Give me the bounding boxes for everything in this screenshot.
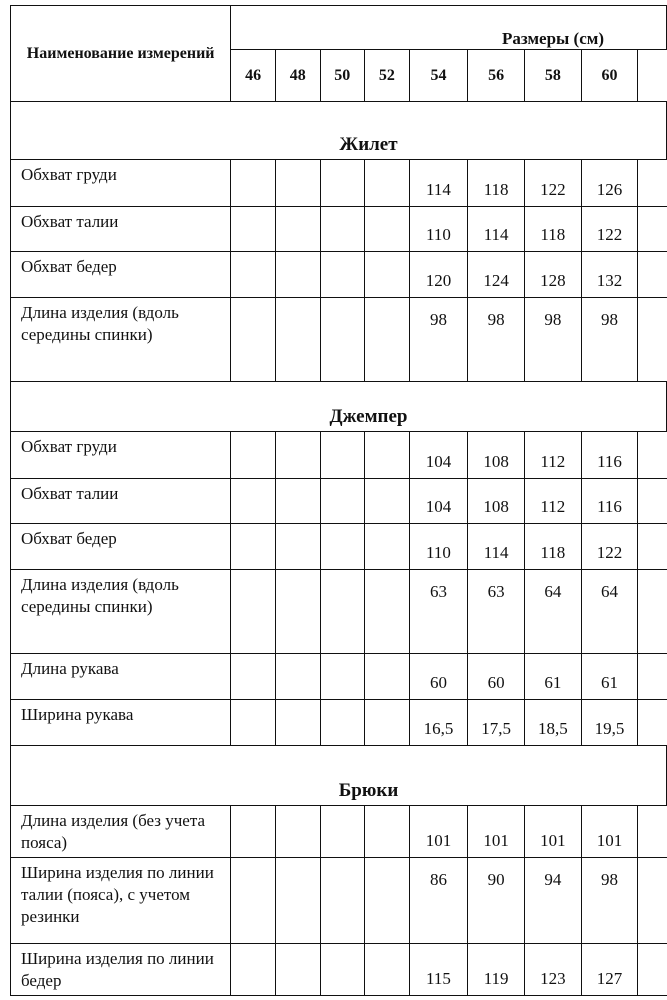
- measurement-value-extra: [638, 432, 667, 479]
- size-extra: [638, 50, 667, 102]
- measurement-label: Ширина изделия по линии талии (пояса), с учетом резинки: [11, 858, 231, 944]
- measurement-value: 110: [409, 207, 468, 252]
- measurement-value: 98: [409, 298, 468, 382]
- table-row: [11, 432, 667, 479]
- measurement-value: 114: [468, 524, 525, 570]
- section-row: [11, 746, 667, 806]
- measurement-value: [275, 524, 320, 570]
- table-row: [11, 858, 667, 944]
- measurement-value: 115: [409, 944, 468, 996]
- measurement-value: [365, 700, 410, 746]
- measurement-value: [275, 298, 320, 382]
- measurement-value-extra: [638, 160, 667, 207]
- section-title-text: Жилет: [339, 134, 398, 155]
- measurement-value: 64: [524, 570, 581, 654]
- measurement-value: [320, 252, 365, 298]
- measurement-value: [365, 252, 410, 298]
- measurement-value: [365, 858, 410, 944]
- measurement-value: 98: [468, 298, 525, 382]
- section-title-text: Брюки: [338, 780, 399, 801]
- measurement-value: [231, 298, 276, 382]
- measurement-value: 104: [409, 432, 468, 479]
- measurement-value: 94: [524, 858, 581, 944]
- measurement-value-extra: [638, 858, 667, 944]
- size-chart-body: [11, 6, 667, 996]
- measurement-value: 16,5: [409, 700, 468, 746]
- measurement-value: 101: [524, 806, 581, 858]
- measurement-value: [231, 806, 276, 858]
- measurement-value: [320, 207, 365, 252]
- measurement-label: Длина рукава: [11, 654, 231, 700]
- size-60: 60: [581, 50, 638, 102]
- measurement-value: [231, 479, 276, 524]
- table-row: [11, 252, 667, 298]
- measurement-value: [320, 160, 365, 207]
- measurement-value-extra: [638, 479, 667, 524]
- size-chart-table: [10, 5, 667, 996]
- size-46: 46: [231, 50, 276, 102]
- measurement-value: 61: [581, 654, 638, 700]
- measurement-label: Обхват талии: [11, 479, 231, 524]
- measurement-value: [365, 479, 410, 524]
- measurement-value: 18,5: [524, 700, 581, 746]
- size-56: 56: [468, 50, 525, 102]
- measurement-value: [275, 654, 320, 700]
- section-title: [11, 102, 667, 160]
- size-48: 48: [275, 50, 320, 102]
- section-row: [11, 102, 667, 160]
- table-row: [11, 160, 667, 207]
- measurement-value: [365, 944, 410, 996]
- size-50: 50: [320, 50, 365, 102]
- measurement-value: [275, 252, 320, 298]
- measurement-value: 124: [468, 252, 525, 298]
- measurement-value: 122: [581, 524, 638, 570]
- measurement-value: [320, 298, 365, 382]
- measurement-value: 116: [581, 432, 638, 479]
- measurement-value: [231, 252, 276, 298]
- measurement-value: 63: [468, 570, 525, 654]
- measurement-value: [320, 654, 365, 700]
- measurement-value: [320, 806, 365, 858]
- measurement-label: Длина изделия (без учета пояса): [11, 806, 231, 858]
- measurement-value: 60: [409, 654, 468, 700]
- section-title: [11, 382, 667, 432]
- measurement-value: [275, 858, 320, 944]
- measurement-name-header: Наименование измерений: [11, 6, 231, 102]
- table-row: [11, 654, 667, 700]
- section-title: [11, 746, 667, 806]
- measurement-label: Ширина рукава: [11, 700, 231, 746]
- measurement-value: [231, 524, 276, 570]
- measurement-value: 120: [409, 252, 468, 298]
- measurement-value-extra: [638, 700, 667, 746]
- measurement-value: 90: [468, 858, 525, 944]
- measurement-value: 64: [581, 570, 638, 654]
- measurement-value: [320, 944, 365, 996]
- measurement-value: [320, 700, 365, 746]
- section-row: [11, 382, 667, 432]
- measurement-label: Обхват талии: [11, 207, 231, 252]
- table-row: [11, 700, 667, 746]
- measurement-value: [365, 654, 410, 700]
- measurement-value: 61: [524, 654, 581, 700]
- measurement-value: 114: [468, 207, 525, 252]
- measurement-value: [320, 524, 365, 570]
- measurement-value: [231, 570, 276, 654]
- measurement-value-extra: [638, 570, 667, 654]
- measurement-value: [365, 524, 410, 570]
- measurement-value: 126: [581, 160, 638, 207]
- table-row: [11, 524, 667, 570]
- measurement-value: 118: [524, 207, 581, 252]
- size-54: 54: [409, 50, 468, 102]
- table-row: [11, 479, 667, 524]
- table-row: [11, 298, 667, 382]
- measurement-value: 101: [409, 806, 468, 858]
- measurement-value: [275, 479, 320, 524]
- measurement-value: 112: [524, 479, 581, 524]
- size-58: 58: [524, 50, 581, 102]
- measurement-value-extra: [638, 654, 667, 700]
- measurement-value: 98: [524, 298, 581, 382]
- measurement-value: 108: [468, 479, 525, 524]
- measurement-value: 123: [524, 944, 581, 996]
- measurement-value: [365, 432, 410, 479]
- measurement-label: Длина изделия (вдоль середины спинки): [11, 570, 231, 654]
- measurement-value: [275, 570, 320, 654]
- measurement-value: [365, 570, 410, 654]
- measurement-value-extra: [638, 806, 667, 858]
- measurement-value: 98: [581, 298, 638, 382]
- measurement-value: [231, 700, 276, 746]
- measurement-label: Обхват груди: [11, 160, 231, 207]
- measurement-value-extra: [638, 252, 667, 298]
- measurement-value: 17,5: [468, 700, 525, 746]
- section-title-text: Джемпер: [329, 406, 408, 427]
- size-52: 52: [365, 50, 410, 102]
- measurement-label: Ширина изделия по линии бедер: [11, 944, 231, 996]
- measurement-value: 122: [581, 207, 638, 252]
- measurement-value: [231, 654, 276, 700]
- measurement-value: 128: [524, 252, 581, 298]
- measurement-value: 63: [409, 570, 468, 654]
- measurement-value: [365, 160, 410, 207]
- table-row: [11, 207, 667, 252]
- measurement-value: 116: [581, 479, 638, 524]
- measurement-value: 19,5: [581, 700, 638, 746]
- measurement-value: 104: [409, 479, 468, 524]
- measurement-value: [365, 806, 410, 858]
- measurement-value: [320, 570, 365, 654]
- measurement-value: 86: [409, 858, 468, 944]
- table-row: [11, 806, 667, 858]
- measurement-value: [320, 432, 365, 479]
- measurement-value: [275, 432, 320, 479]
- table-row: [11, 570, 667, 654]
- measurement-value: [320, 858, 365, 944]
- measurement-value: 119: [468, 944, 525, 996]
- measurement-value: [320, 479, 365, 524]
- measurement-value: 132: [581, 252, 638, 298]
- measurement-value: 118: [524, 524, 581, 570]
- table-row: [11, 944, 667, 996]
- measurement-value: 108: [468, 432, 525, 479]
- measurement-value-extra: [638, 944, 667, 996]
- measurement-label: Длина изделия (вдоль середины спинки): [11, 298, 231, 382]
- measurement-value: 101: [581, 806, 638, 858]
- measurement-value: [365, 207, 410, 252]
- measurement-value: 60: [468, 654, 525, 700]
- measurement-value: 122: [524, 160, 581, 207]
- measurement-value: 112: [524, 432, 581, 479]
- measurement-value: [231, 207, 276, 252]
- measurement-value: [275, 160, 320, 207]
- measurement-value: [231, 858, 276, 944]
- measurement-value-extra: [638, 298, 667, 382]
- measurement-value: [231, 160, 276, 207]
- measurement-label: Обхват бедер: [11, 252, 231, 298]
- measurement-value-extra: [638, 524, 667, 570]
- measurement-value: [275, 944, 320, 996]
- measurement-value: [275, 806, 320, 858]
- measurement-label: Обхват бедер: [11, 524, 231, 570]
- header-row-top: [11, 6, 667, 50]
- measurement-label: Обхват груди: [11, 432, 231, 479]
- measurement-value: [275, 700, 320, 746]
- measurement-value-extra: [638, 207, 667, 252]
- measurement-value: [365, 298, 410, 382]
- measurement-value: [231, 944, 276, 996]
- measurement-value: 118: [468, 160, 525, 207]
- measurement-value: [275, 207, 320, 252]
- measurement-value: 114: [409, 160, 468, 207]
- measurement-value: 110: [409, 524, 468, 570]
- measurement-value: 98: [581, 858, 638, 944]
- sizes-header: Размеры (см): [231, 6, 667, 50]
- measurement-value: 101: [468, 806, 525, 858]
- measurement-value: [231, 432, 276, 479]
- measurement-value: 127: [581, 944, 638, 996]
